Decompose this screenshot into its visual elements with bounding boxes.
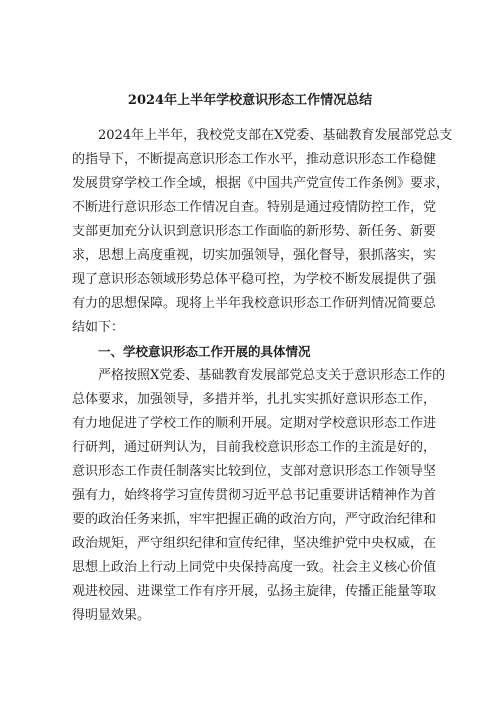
paragraph-line: 严格按照X党委、基础教育发展部党总支关于意识形态工作的 <box>98 368 446 383</box>
paragraph-line: 的指导下，不断提高意识形态工作水平，推动意识形态工作稳健 <box>72 152 437 167</box>
paragraph-line: 要的政治任务来抓，牢牢把握正确的政治方向，严守政治纪律和 <box>72 512 437 527</box>
paragraph-line: 意识形态工作责任制落实比较到位，支部对意识形态工作领导坚 <box>72 464 437 479</box>
paragraph-line: 支部更加充分认识到意识形态工作面临的新形势、新任务、新要 <box>72 224 437 239</box>
paragraph-line: 强有力，始终将学习宣传贯彻习近平总书记重要讲话精神作为首 <box>72 488 437 503</box>
paragraph-line: 总体要求，加强领导，多措并举，扎扎实实抓好意识形态工作， <box>72 392 437 407</box>
paragraph-line: 结如下： <box>72 320 125 335</box>
paragraph-line: 发展贯穿学校工作全域，根据《中国共产党宣传工作条例》要求， <box>72 176 450 191</box>
paragraph-line: 2024年上半年，我校党支部在X党委、基础教育发展部党总支 <box>98 128 453 143</box>
paragraph-line: 思想上政治上行动上同党中央保持高度一致。社会主义核心价值 <box>72 560 437 575</box>
paragraph-line: 求，思想上高度重视，切实加强领导，强化督导，狠抓落实，实 <box>72 248 437 263</box>
paragraph-line: 现了意识形态领域形势总体平稳可控，为学校不断发展提供了强 <box>72 272 437 287</box>
paragraph-line: 政治规矩，严守组织纪律和宣传纪律，坚决维护党中央权威，在 <box>72 536 437 551</box>
paragraph-line: 观进校园、进课堂工作有序开展，弘扬主旋律，传播正能量等取 <box>72 584 437 599</box>
paragraph-line: 不断进行意识形态工作情况自查。特别是通过疫情防控工作，党 <box>72 200 437 215</box>
paragraph-line: 得明显效果。 <box>72 608 151 623</box>
document-body <box>72 124 453 628</box>
document-title: 2024年上半年学校意识形态工作情况总结 <box>127 93 373 108</box>
paragraph-line: 行研判，通过研判认为，目前我校意识形态工作的主流是好的， <box>72 440 437 455</box>
paragraph-line: 有力的思想保障。现将上半年我校意识形态工作研判情况简要总 <box>72 296 437 311</box>
paragraph-line: 有力地促进了学校工作的顺利开展。定期对学校意识形态工作进 <box>72 416 437 431</box>
section-heading: 一、学校意识形态工作开展的具体情况 <box>98 344 311 359</box>
